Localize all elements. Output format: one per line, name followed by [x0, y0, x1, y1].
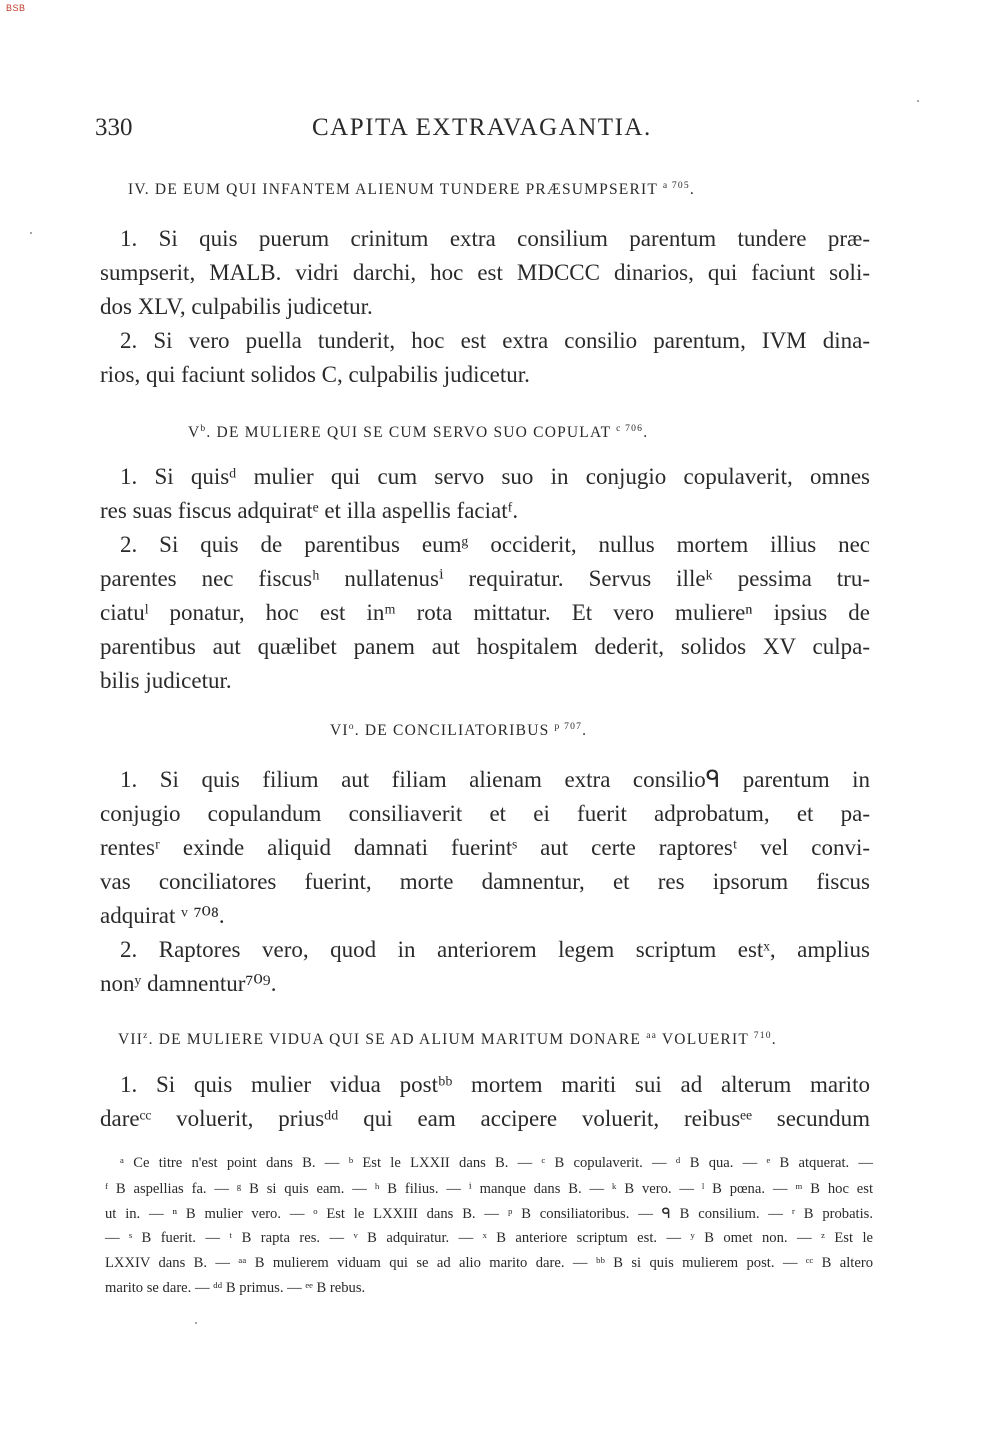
footnote-line: LXXIV dans B. — ᵃᵃ B mulierem viduam qui se ad alio marito dare. — ᵇᵇ B si quis mulierem post. — ᶜᶜ B altero [105, 1255, 873, 1271]
running-head: CAPITA EXTRAVAGANTIA. [312, 114, 652, 141]
text-line: sumpserit, MALB. vidri darchi, hoc est MDCCC dinarios, qui faciunt soli- [100, 260, 870, 285]
section-heading-vi: $VI^o$. DE CONCILIATORIBUS $^{p 707}$. [330, 720, 588, 739]
text-line: res suas fiscus adquiratᵉ et illa aspellis faciatᶠ. [100, 498, 519, 523]
page-number: 330 [95, 114, 133, 141]
scan-speck [30, 232, 32, 234]
text-line: dareᶜᶜ voluerit, priusᵈᵈ qui eam accipere voluerit, reibusᵉᵉ secundum [100, 1106, 870, 1131]
footnote-line: ᶠ B aspellias fa. — ᵍ B si quis eam. — ʰ B filius. — ⁱ manque dans B. — ᵏ B vero. — ˡ B pœna. — ᵐ B hoc est [105, 1181, 873, 1197]
footnote-line: ut in. — ⁿ B mulier vero. — ᵒ Est le LXXIII dans B. — ᵖ B consiliatoribus. — ᑫ B consilium. — ʳ B probatis. [105, 1206, 873, 1222]
text-line: conjugio copulandum consiliaverit et ei fuerit adprobatum, et pa- [100, 801, 870, 826]
text-line: adquirat ᵛ ⁷⁰⁸. [100, 903, 225, 928]
text-line: 1. Si quisᵈ mulier qui cum servo suo in conjugio copulaverit, omnes [120, 464, 870, 489]
section-heading-v: $V^b$. DE MULIERE QUI SE CUM SERVO SUO COPULAT $^{c 706}$. [188, 422, 649, 441]
text-line: ciatuˡ ponatur, hoc est inᵐ rota mittatur. Et vero muliereⁿ ipsius de [100, 600, 870, 625]
text-line: nonʸ damnentur⁷⁰⁹. [100, 971, 277, 996]
text-line: parentibus aut quælibet panem aut hospitalem dederit, solidos XV culpa- [100, 634, 870, 659]
text-line: rios, qui faciunt solidos C, culpabilis judicetur. [100, 362, 530, 387]
text-line: dos XLV, culpabilis judicetur. [100, 294, 373, 319]
text-line: rentesʳ exinde aliquid damnati fuerintˢ aut certe raptoresᵗ vel convi- [100, 835, 870, 860]
text-line: 2. Si vero puella tunderit, hoc est extra consilio parentum, IVM dina- [120, 328, 870, 353]
library-watermark: BSB [6, 3, 26, 13]
footnote-line: marito se dare. — ᵈᵈ B primus. — ᵉᵉ B rebus. [105, 1280, 366, 1296]
section-heading-iv: IV. DE EUM QUI INFANTEM ALIENUM TUNDERE PRÆSUMPSERIT $^{a 705}$. [128, 179, 695, 198]
text-line: parentes nec fiscusʰ nullatenusⁱ requiratur. Servus illeᵏ pessima tru- [100, 566, 870, 591]
footnote-line: — ˢ B fuerit. — ᵗ B rapta res. — ᵛ B adquiratur. — ˣ B anteriore scriptum est. — ʸ B omet non. — ᶻ Est le [105, 1230, 873, 1246]
text-line: 1. Si quis mulier vidua postᵇᵇ mortem mariti sui ad alterum marito [120, 1072, 870, 1097]
text-line: 1. Si quis filium aut filiam alienam extra consilioᑫ parentum in [120, 767, 870, 792]
text-line: bilis judicetur. [100, 668, 232, 693]
text-line: vas conciliatores fuerint, morte damnentur, et res ipsorum fiscus [100, 869, 870, 894]
text-line: 1. Si quis puerum crinitum extra consilium parentum tundere præ- [120, 226, 870, 251]
text-line: 2. Si quis de parentibus eumᵍ occiderit, nullus mortem illius nec [120, 532, 870, 557]
footnote-line: ᵃ Ce titre n'est point dans B. — ᵇ Est le LXXII dans B. — ᶜ B copulaverit. — ᵈ B qua. — ᵉ B atquerat. — [120, 1155, 873, 1171]
text-line: 2. Raptores vero, quod in anteriorem legem scriptum estˣ, amplius [120, 937, 870, 962]
scan-speck [195, 1322, 197, 1324]
section-heading-vii: VII$^z$. DE MULIERE VIDUA QUI SE AD ALIUM MARITUM DONARE $^{aa}$ VOLUERIT $^{710}$. [118, 1029, 777, 1048]
scan-speck [917, 100, 919, 102]
